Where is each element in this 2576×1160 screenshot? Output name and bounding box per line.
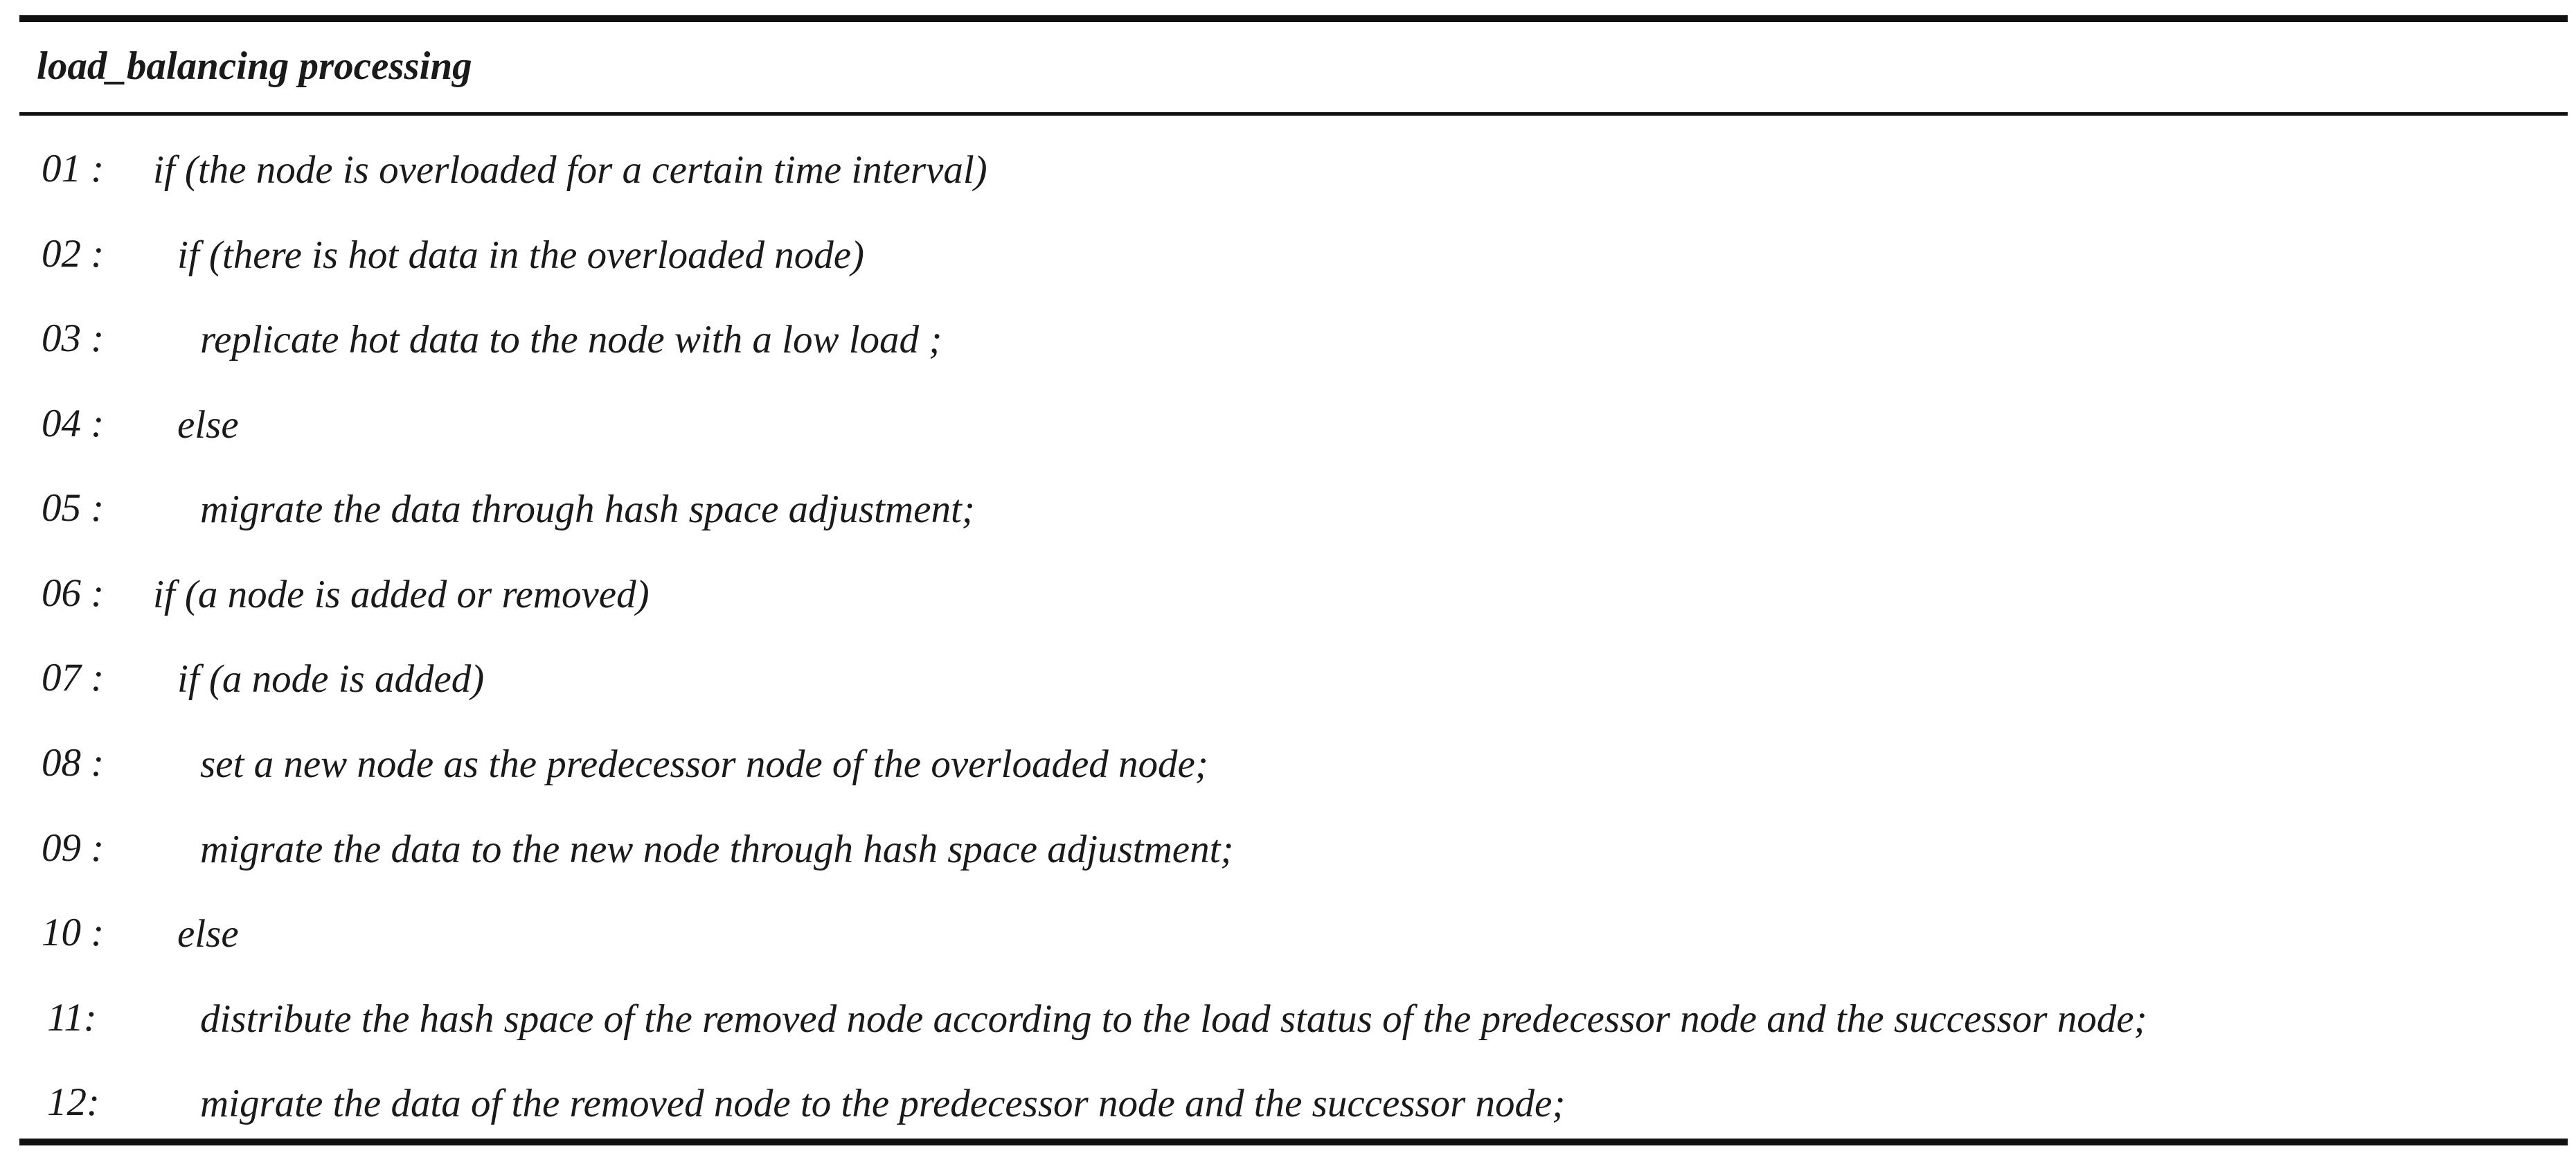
line-number: 06 : <box>42 571 105 615</box>
code-text: distribute the hash space of the removed node according to the load status of the predecessor node and the successor node; <box>200 997 2147 1041</box>
code-text: migrate the data of the removed node to the predecessor node and the successor node; <box>200 1082 1566 1125</box>
code-line <box>19 488 2568 544</box>
code-text: if (a node is added) <box>177 657 485 701</box>
code-text: if (the node is overloaded for a certain time interval) <box>153 148 987 192</box>
algorithm-box <box>19 15 2568 1151</box>
code-text: replicate hot data to the node with a low load ; <box>200 318 942 362</box>
line-number: 10 : <box>42 911 105 954</box>
code-text: else <box>177 403 239 447</box>
line-number: 09 : <box>42 826 105 870</box>
line-number: 07 : <box>42 656 105 699</box>
code-line <box>19 743 2568 798</box>
line-number: 02 : <box>42 232 105 276</box>
line-number: 04 : <box>42 402 105 445</box>
code-line <box>19 316 2568 374</box>
code-text: set a new node as the predecessor node of the overloaded node; <box>200 742 1208 786</box>
algorithm-title: load_balancing processing <box>37 44 472 88</box>
bottom-rule <box>19 1139 2568 1145</box>
code-line <box>19 998 2568 1053</box>
code-line <box>19 913 2568 968</box>
code-text: else <box>177 912 239 956</box>
line-number: 03 : <box>42 316 105 360</box>
code-text: migrate the data to the new node through hash space adjustment; <box>200 828 1234 871</box>
line-number: 11: <box>47 996 97 1039</box>
top-rule <box>19 15 2568 22</box>
code-line <box>19 573 2568 629</box>
code-text: if (there is hot data in the overloaded node) <box>177 233 865 277</box>
code-line <box>19 404 2568 459</box>
line-number: 01 : <box>42 147 105 190</box>
line-number: 05 : <box>42 486 105 530</box>
code-line <box>19 149 2568 204</box>
code-text: migrate the data through hash space adjustment; <box>200 488 975 531</box>
code-text: if (a node is added or removed) <box>153 573 650 616</box>
line-number: 12: <box>47 1080 100 1124</box>
code-line <box>19 658 2568 713</box>
code-line <box>19 234 2568 289</box>
line-number: 08 : <box>42 741 105 785</box>
code-line <box>19 828 2568 884</box>
code-line <box>19 1082 2568 1138</box>
header-rule <box>19 112 2568 116</box>
